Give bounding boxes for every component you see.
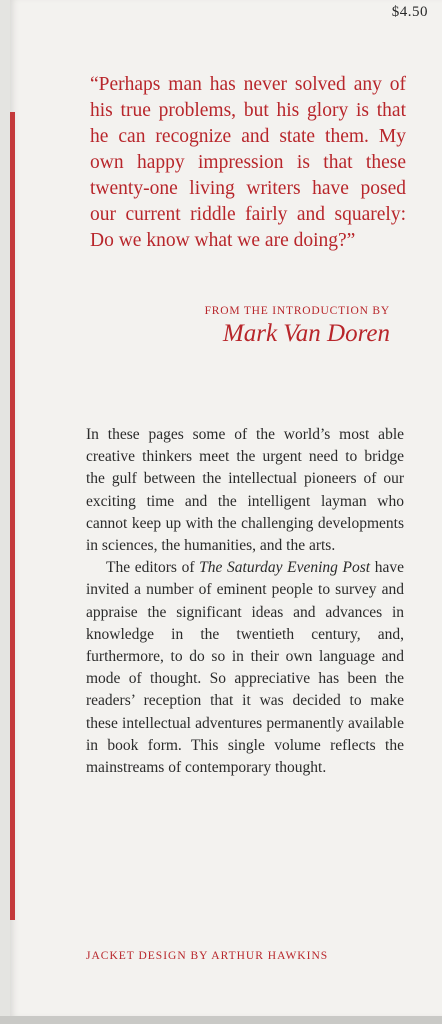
quote-attribution-name: Mark Van Doren	[222, 320, 390, 347]
description-paragraph-2	[86, 557, 404, 779]
paragraph-2-rest: have invited a number of eminent people to survey and appraise the significant ideas and advances in knowledge in the twentieth century, and, furthermore, to do so in their own language and mode of thought. So appreciative has been the readers’ reception that it was decided to make these intellectual adventures permanently available in book form. This single volume reflects the mainstreams of contemporary thought.	[86, 559, 405, 777]
quote-attribution-label: FROM THE INTRODUCTION BY	[204, 305, 390, 317]
description-text	[86, 424, 404, 779]
pull-quote: “Perhaps man has never solved any of his true problems, but his glory is that he can recognize and state them. My own happy impression is that these twenty-one living writers have posed our current riddle fairly and squarely: Do we know what we are doing?”	[90, 74, 406, 251]
paragraph-2-lead: The editors of	[106, 559, 200, 577]
price-label: $4.50	[391, 4, 428, 20]
jacket-design-credit: JACKET DESIGN BY ARTHUR HAWKINS	[86, 950, 329, 962]
bottom-edge	[0, 1016, 442, 1024]
magazine-title: The Saturday Evening Post	[199, 559, 371, 577]
red-cover-edge	[10, 112, 15, 920]
description-paragraph-1: In these pages some of the world’s most able creative thinkers meet the urgent need to bridge the gulf between the intellectual pioneers of our exciting time and the intelligent layman who cannot keep up with the challenging developments in sciences, the humanities, and the arts.	[86, 426, 404, 555]
book-jacket-flap	[10, 0, 442, 1016]
